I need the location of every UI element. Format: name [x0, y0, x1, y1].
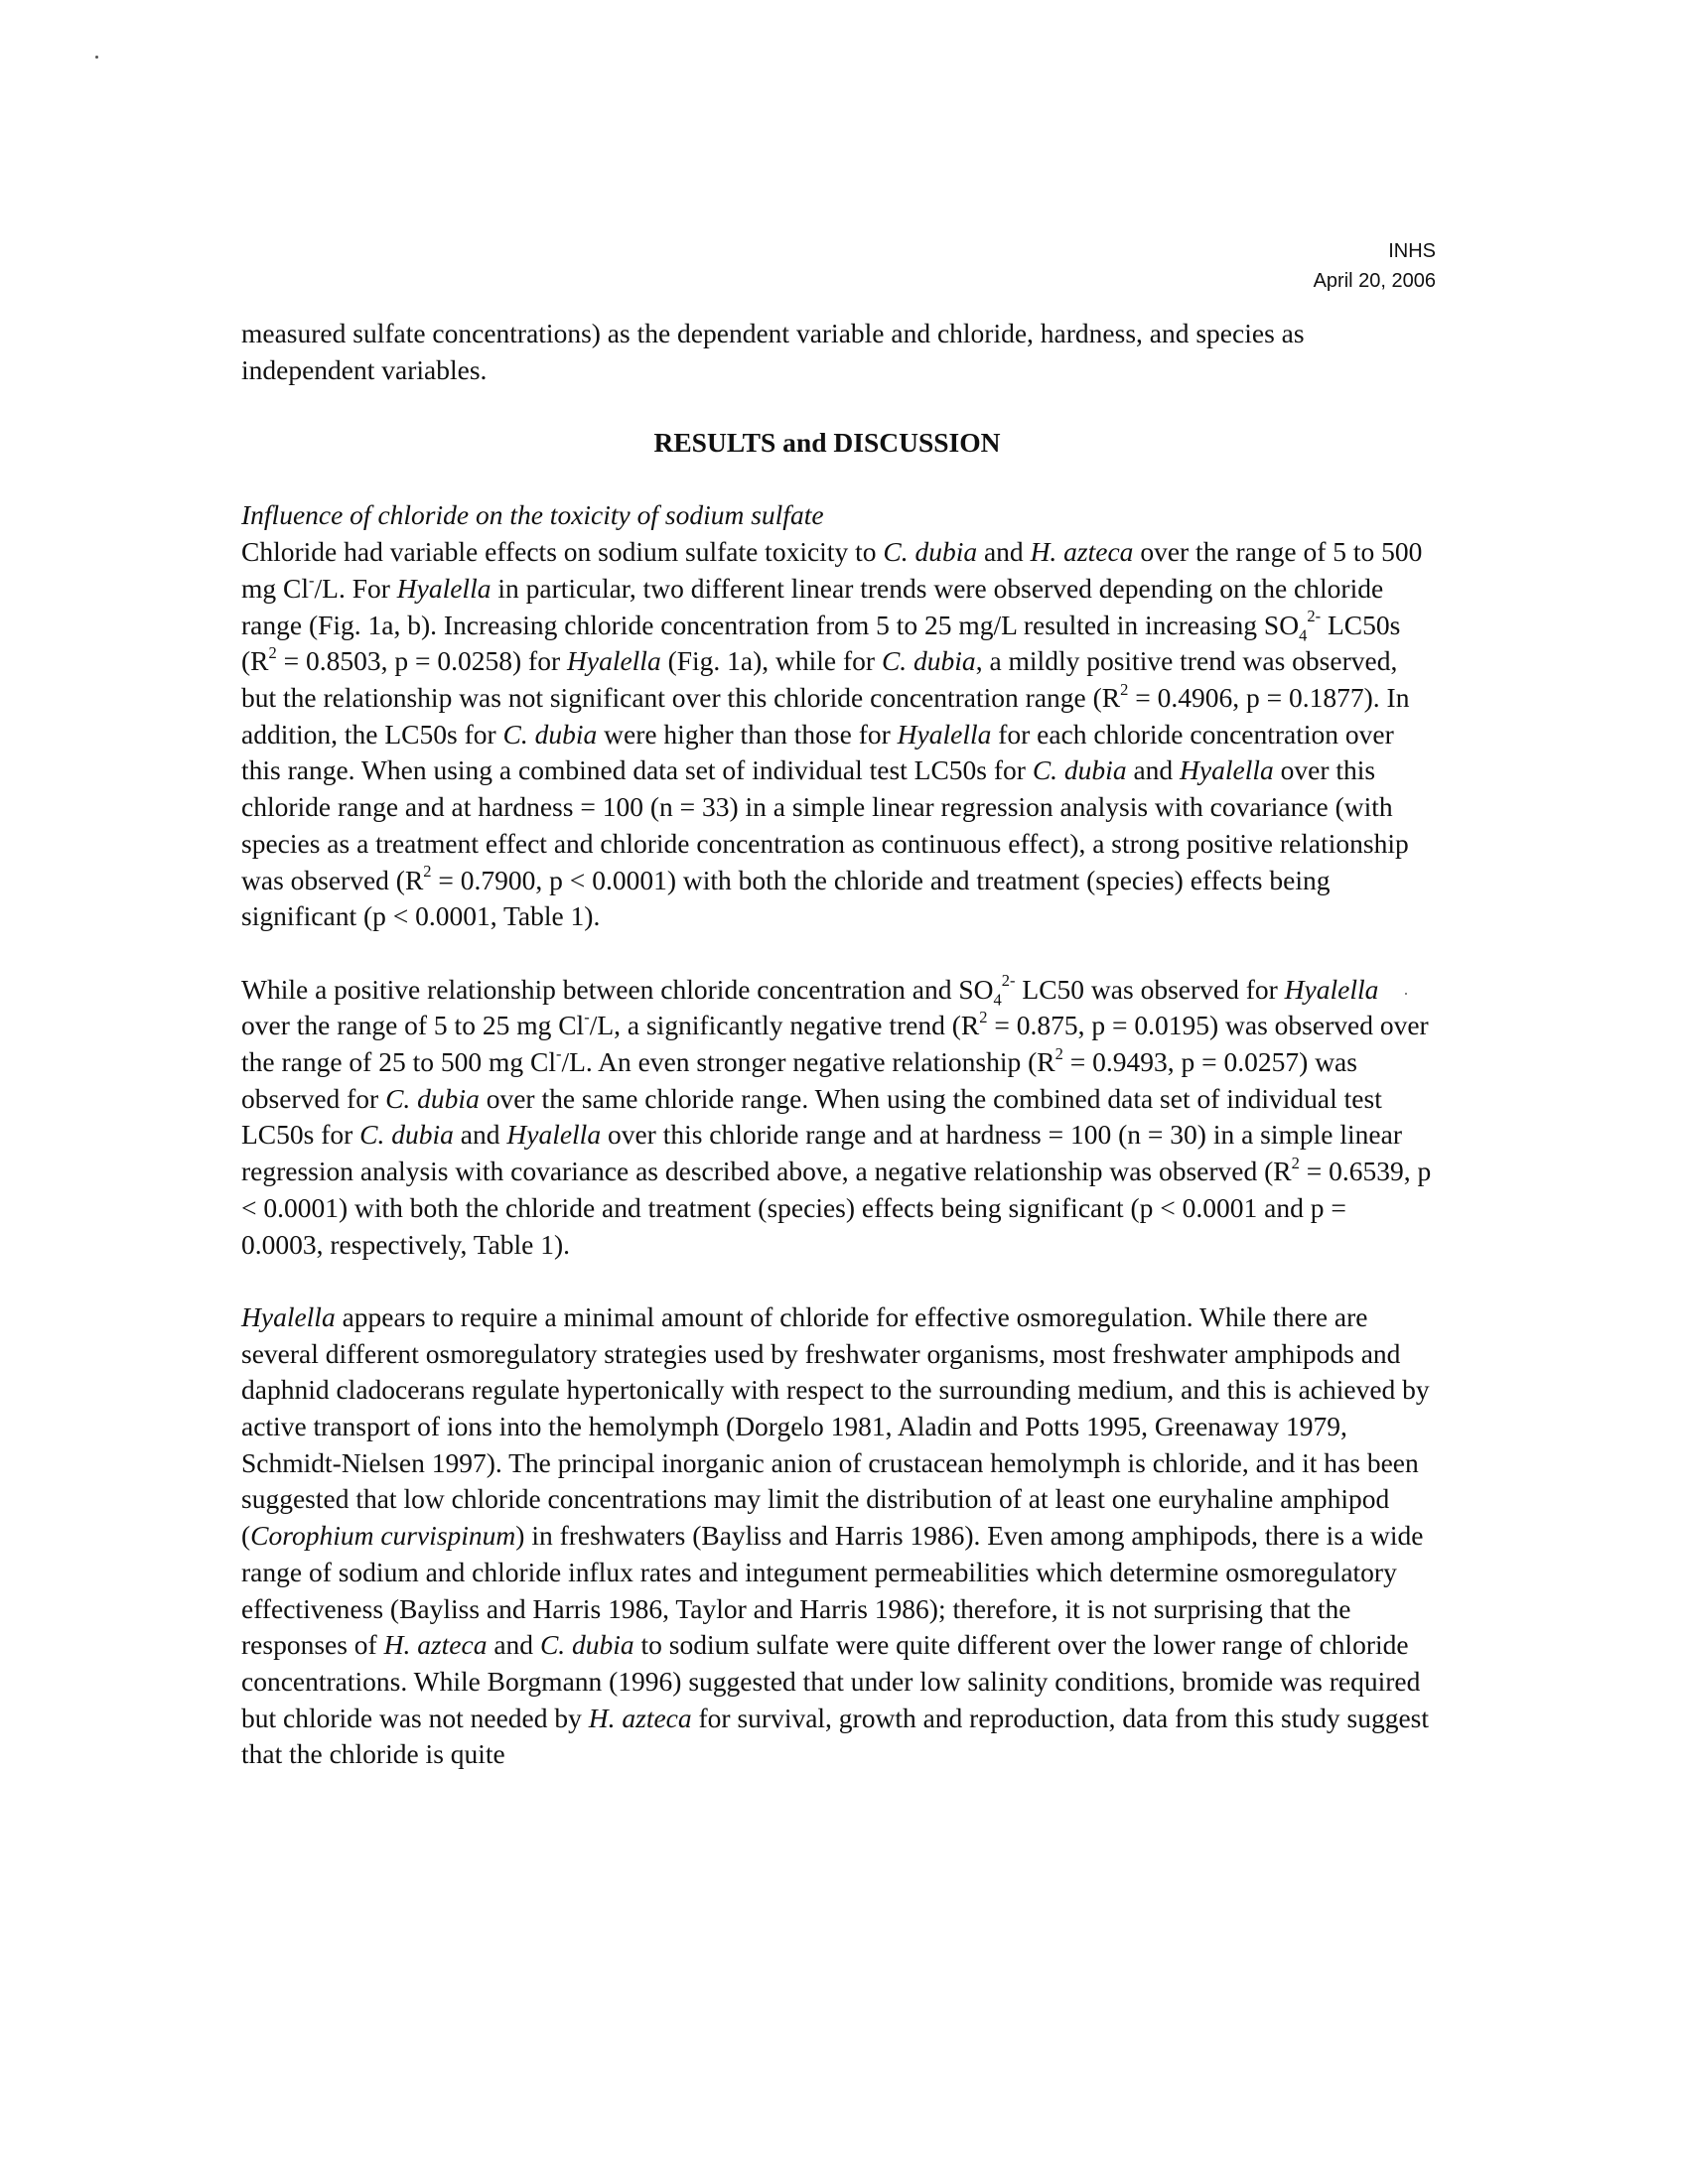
paragraph-1: Chloride had variable effects on sodium sulfate toxicity to C. dubia and H. azteca over the range of 5 to 500 mg Cl-/L. For Hyalella in particular, two different linear trends were observed depending on the chloride range (Fig. 1a, b). Increasing chloride concentration from 5 to 25 mg/L resulted in increasing $SO_4^{2-}$ LC50s ($R^2 = 0.8503$, p = 0.0258) for Hyalella (Fig. 1a), while for C. dubia, a mildly positive trend was observed, but the relationship was not significant over this chloride concentration range ($R^2 = 0.4906$, p = 0.1877). In addition, the LC50s for C. dubia were higher than those for Hyalella for each chloride concentration over this range. When using a combined data set of individual test LC50s for C. dubia and Hyalella over this chloride range and at hardness = 100 (n = 33) in a simple linear regression analysis with covariance (with species as a treatment effect and chloride concentration as continuous effect), a strong positive relationship was observed ($R^2 = 0.7900$, p < 0.0001) with both the chloride and treatment (species) effects being significant (p < 0.0001, Table 1).: [241, 536, 1423, 932]
page-header: [1314, 236, 1436, 296]
paragraph-3: Hyalella appears to require a minimal amount of chloride for effective osmoregulation. While there are several different osmoregulatory strategies used by freshwater organisms, most freshwater amphipods and daphnid cladocerans regulate hypertonically with respect to the surrounding medium, and this is achieved by active transport of ions into the hemolymph (Dorgelo 1981, Aladin and Potts 1995, Greenaway 1979, Schmidt-Nielsen 1997). The principal inorganic anion of crustacean hemolymph is chloride, and it has been suggested that low chloride concentrations may limit the distribution of at least one euryhaline amphipod (Corophium curvispinum) in freshwaters (Bayliss and Harris 1986). Even among amphipods, there is a wide range of sodium and chloride influx rates and integument permeabilities which determine osmoregulatory effectiveness (Bayliss and Harris 1986, Taylor and Harris 1986); therefore, it is not surprising that the responses of H. azteca and C. dubia to sodium sulfate were quite different over the lower range of chloride concentrations. While Borgmann (1996) suggested that under low salinity conditions, bromide was required but chloride was not needed by H. azteca for survival, growth and reproduction, data from this study suggest that the chloride is quite: [241, 1300, 1430, 1770]
scan-speck: [95, 56, 98, 59]
header-date: April 20, 2006: [1313, 270, 1436, 292]
header-org: INHS: [1388, 240, 1436, 262]
document-body: [241, 316, 1433, 1773]
section-heading: RESULTS and DISCUSSION: [653, 427, 1001, 459]
intro-paragraph: measured sulfate concentrations) as the dependent variable and chloride, hardness, and species as independent variables.: [241, 318, 1305, 385]
paragraph-2: While a positive relationship between chloride concentration and $SO_4^{2-}$ LC50 was observed for Hyalella over the range of 5 to 25 mg Cl-/L, a significantly negative trend ($R^2 = 0.875$, p = 0.0195) was observed over the range of 25 to 500 mg Cl-/L. An even stronger negative relationship ($R^2 = 0.9493$, p = 0.0257) was observed for C. dubia over the same chloride range. When using the combined data set of individual test LC50s for C. dubia and Hyalella over this chloride range and at hardness = 100 (n = 30) in a simple linear regression analysis with covariance as described above, a negative relationship was observed ($R^2 = 0.6539$, p < 0.0001) with both the chloride and treatment (species) effects being significant (p < 0.0001 and p = 0.0003, respectively, Table 1).: [241, 971, 1432, 1260]
subsection-heading: Influence of chloride on the toxicity of sodium sulfate: [241, 499, 824, 531]
